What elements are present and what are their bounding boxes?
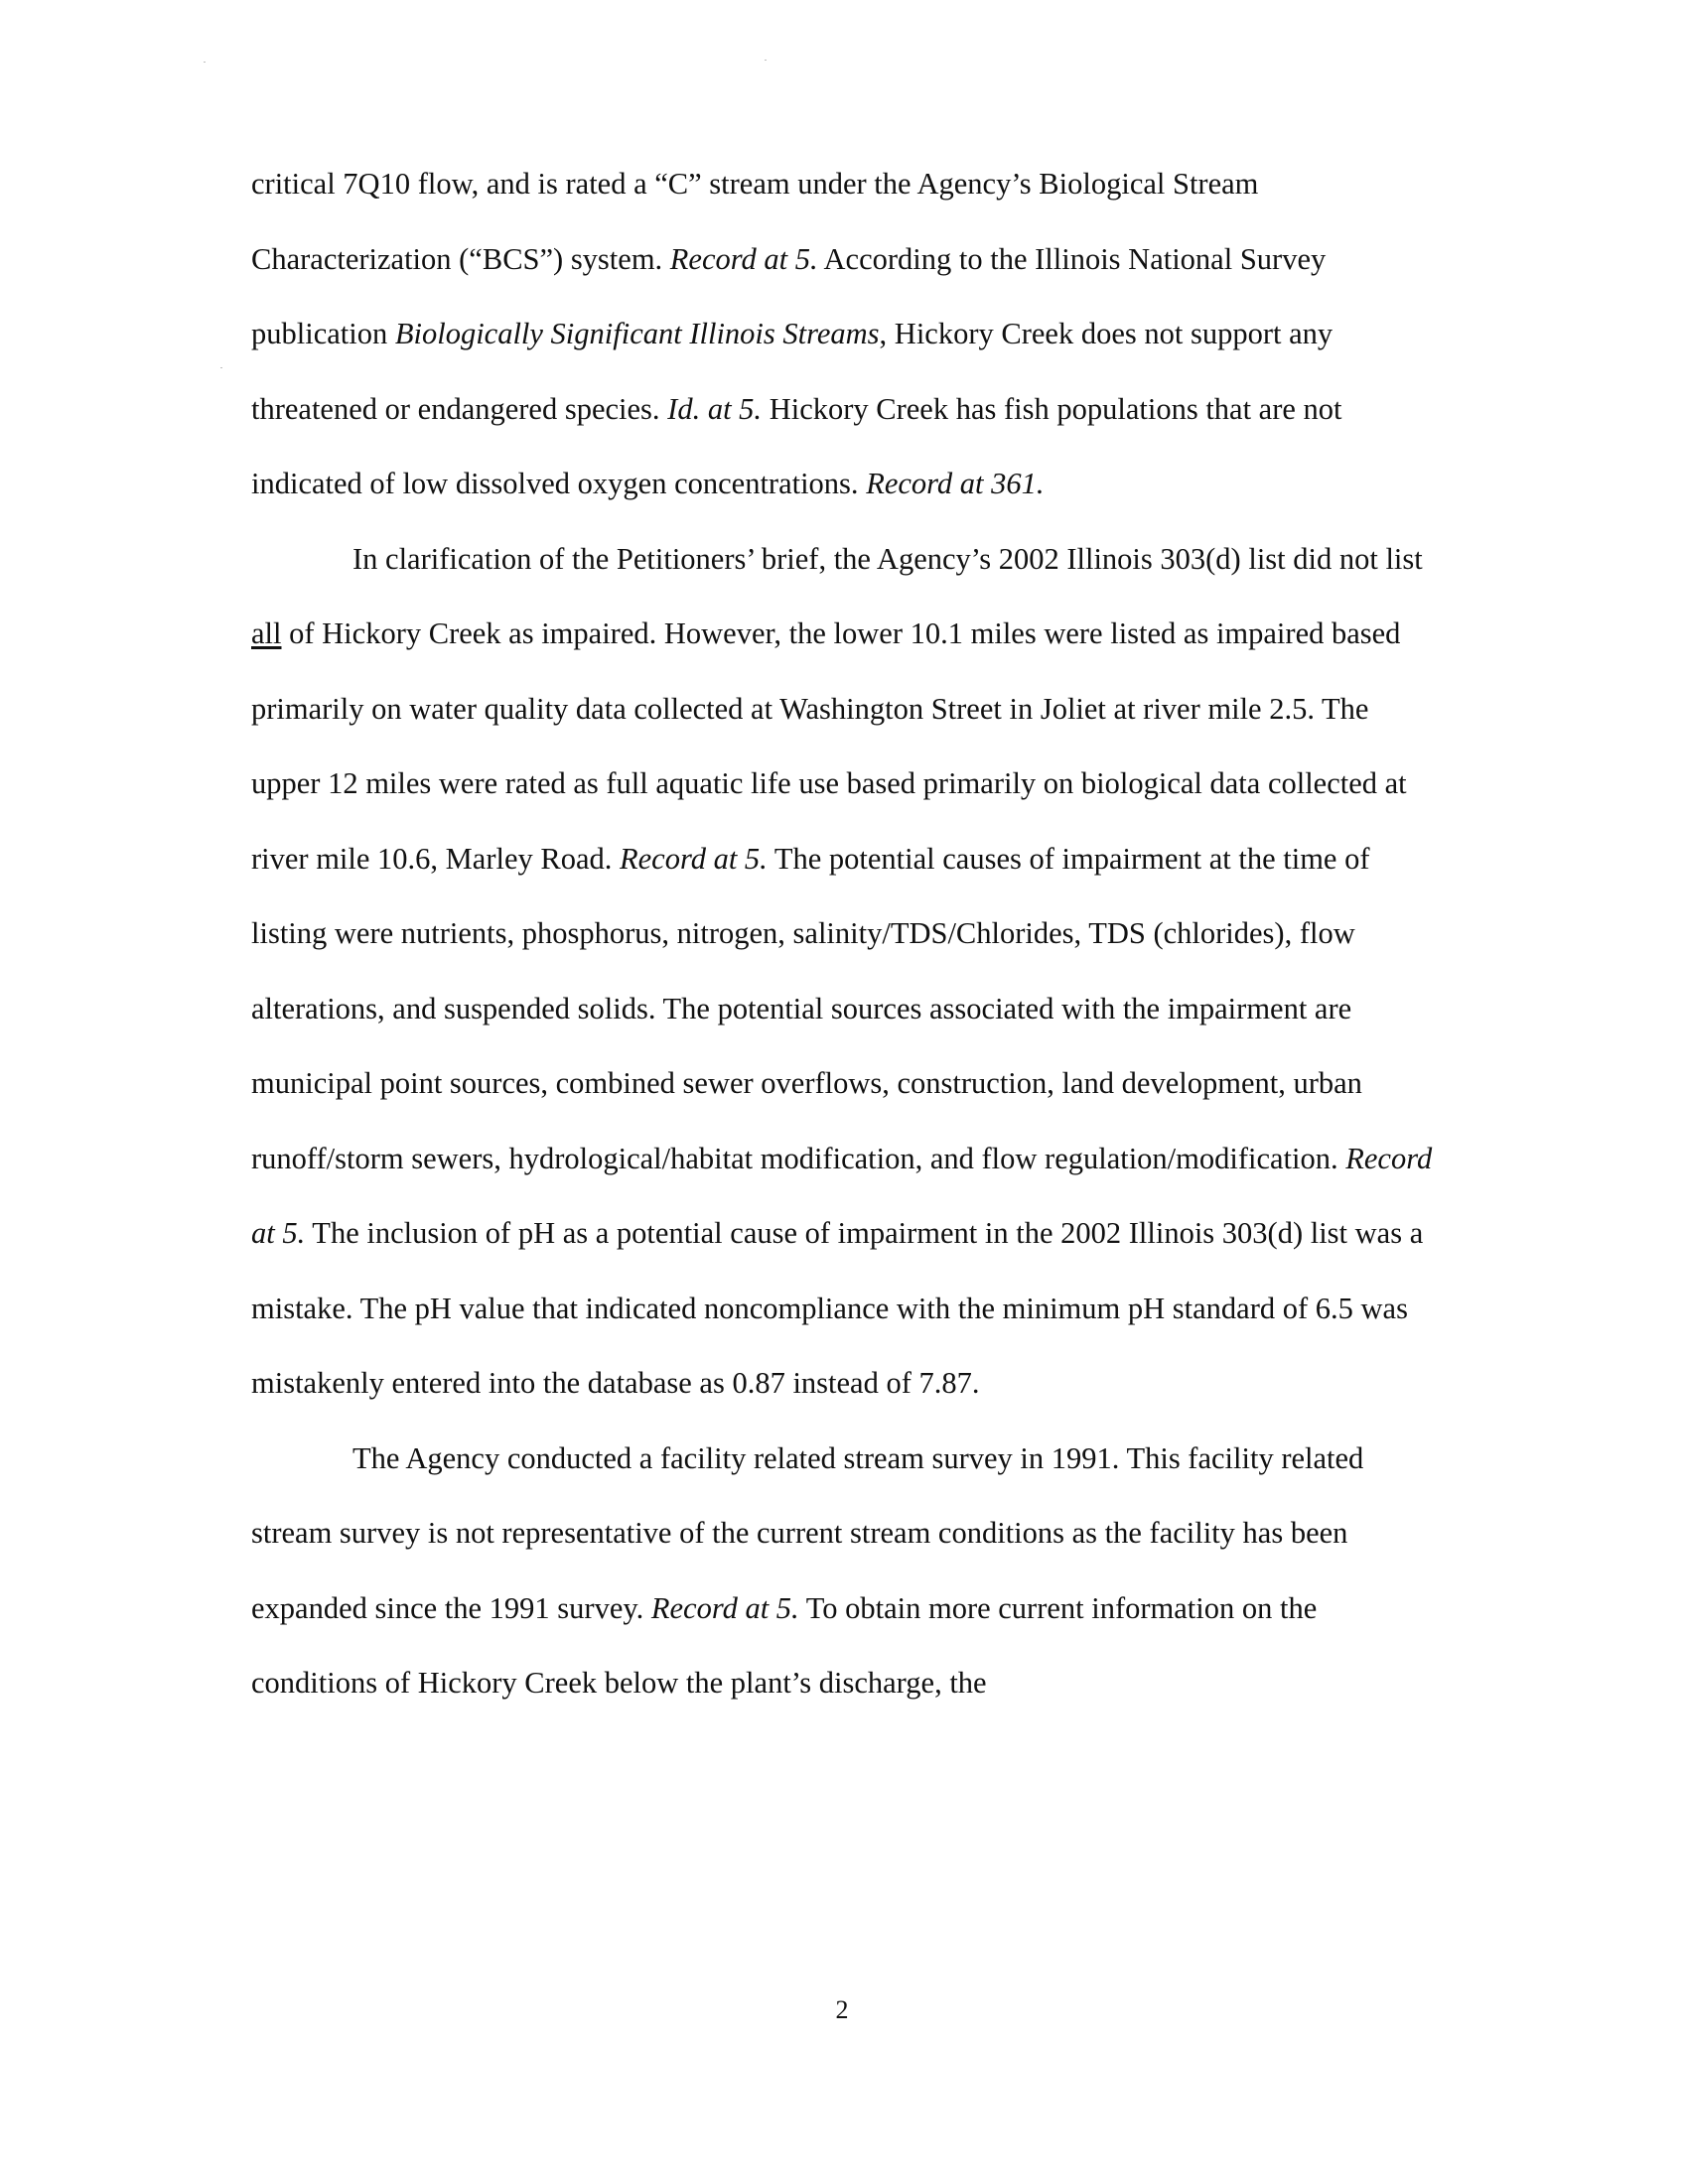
scan-speck (204, 62, 206, 63)
paragraph-1-text-g: Hickory Creek has fish populations that are not indicated of low dissolved oxygen concentrations. (251, 391, 1342, 500)
scan-speck (220, 367, 222, 368)
paragraph-2 (251, 522, 1443, 1422)
paragraph-1-text-c: According to the Illinois National Survey publication (251, 241, 1327, 350)
citation: Record at 5. (251, 1141, 1433, 1250)
paragraph-1-text-a: critical 7Q10 flow, and is rated a “C” stream under the Agency’s Biological Stream Characterization (“BCS”) system. (251, 167, 1259, 276)
citation: Record at 5. (669, 241, 818, 276)
citation: Record at 361. (866, 467, 1045, 500)
paragraph-1 (251, 147, 1443, 522)
paragraph-2-text-c: of Hickory Creek as impaired. However, the lower 10.1 miles were listed as impaired based primarily on water quality data collected at Washington Street in Joliet at river mile 2.5. The upper 12 miles were rated as full aquatic life use based primarily on biological data collected at river mile 10.6, Marley Road. (251, 616, 1407, 876)
publication-title: Biologically Significant Illinois Streams (394, 317, 880, 350)
paragraph-2-text-g: The inclusion of pH as a potential cause of impairment in the 2002 Illinois 303(d) list was a mistake. The pH value that indicated noncompliance with the minimum pH standard of 6.5 was mistakenly entered into the database as 0.87 instead of 7.87. (251, 1216, 1424, 1400)
paragraph-3-text-a: The Agency conducted a facility related stream survey in 1991. This facility related stream survey is not representative of the current stream conditions as the facility has been expanded since the 1991 survey. (251, 1440, 1364, 1625)
citation: Record at 5. (620, 841, 768, 876)
paragraph-3 (251, 1422, 1443, 1721)
citation: Record at 5. (650, 1590, 799, 1625)
citation: Id. at 5. (667, 391, 763, 426)
document-body (251, 147, 1443, 1721)
paragraph-3-text-c: To obtain more current information on the conditions of Hickory Creek below the plant’s discharge, the (251, 1590, 1318, 1700)
paragraph-2-text-a: In clarification of the Petitioners’ brief, the Agency’s 2002 Illinois 303(d) list did not list (352, 541, 1423, 576)
emphasis-underline: all (251, 616, 282, 650)
paragraph-2-text-e: The potential causes of impairment at the time of listing were nutrients, phosphorus, nitrogen, salinity/TDS/Chlorides, TDS (chlorides), flow alterations, and suspended solids. The potential sources associated with the impairment are municipal point sources, combined sewer overflows, construction, land development, urban runoff/storm sewers, hydrological/habitat modification, and flow regulation/modification. (251, 841, 1370, 1175)
page-number: 2 (835, 1995, 849, 2024)
paragraph-1-text-e: , Hickory Creek does not support any threatened or endangered species. (251, 317, 1333, 426)
scan-speck (765, 60, 767, 61)
